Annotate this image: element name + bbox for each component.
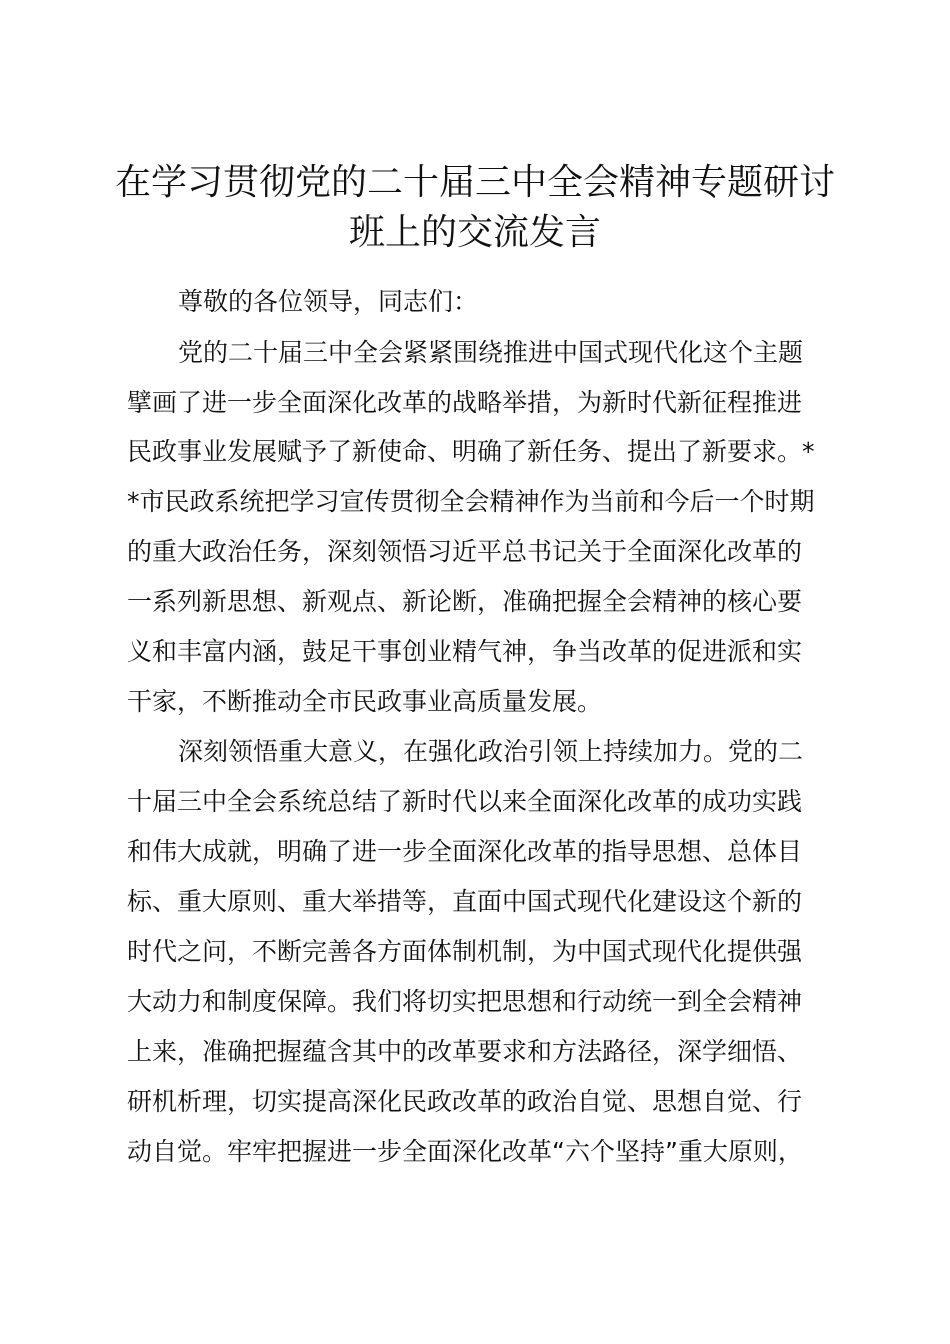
paragraph-2-line-3: 和伟大成就，明确了进一步全面深化改革的指导思想、总体目 [127,837,803,866]
paragraph-2-line-2: 十届三中全会系统总结了新时代以来全面深化改革的成功实践 [127,787,803,816]
paragraph-1-line-2: 擘画了进一步全面深化改革的战略举措，为新时代新征程推进 [127,388,803,417]
paragraph-1-line-4: *市民政系统把学习宣传贯彻全会精神作为当前和今后一个时期 [127,487,815,516]
salutation: 尊敬的各位领导，同志们： [178,287,479,316]
paragraph-2-line-5: 时代之问，不断完善各方面体制机制，为中国式现代化提供强 [127,937,803,966]
paragraph-1-line-7: 义和丰富内涵，鼓足干事创业精气神，争当改革的促进派和实 [127,637,803,666]
paragraph-1-line-6: 一系列新思想、新观点、新论断，准确把握全会精神的核心要 [127,587,803,616]
paragraph-1-line-3: 民政事业发展赋予了新使命、明确了新任务、提出了新要求。* [127,437,815,466]
paragraph-2-line-8: 研机析理，切实提高深化民政改革的政治自觉、思想自觉、行 [127,1087,803,1116]
paragraph-2-line-4: 标、重大原则、重大举措等，直面中国式现代化建设这个新的 [127,887,803,916]
paragraph-2-line-6: 大动力和制度保障。我们将切实把思想和行动统一到全会精神 [127,987,803,1016]
paragraph-2-line-7: 上来，准确把握蕴含其中的改革要求和方法路径，深学细悟、 [127,1037,803,1066]
paragraph-1-line-8: 干家，不断推动全市民政事业高质量发展。 [127,687,603,716]
paragraph-2-line-9: 动自觉。牢牢把握进一步全面深化改革“六个坚持”重大原则， [127,1137,803,1166]
paragraph-1-line-1: 党的二十届三中全会紧紧围绕推进中国式现代化这个主题 [178,338,804,367]
document-title-line-1: 在学习贯彻党的二十届三中全会精神专题研讨 [114,162,835,203]
document-title-line-2: 班上的交流发言 [348,212,601,253]
paragraph-1-line-5: 的重大政治任务，深刻领悟习近平总书记关于全面深化改革的 [127,537,803,566]
paragraph-2-line-1: 深刻领悟重大意义，在强化政治引领上持续加力。党的二 [178,737,804,766]
